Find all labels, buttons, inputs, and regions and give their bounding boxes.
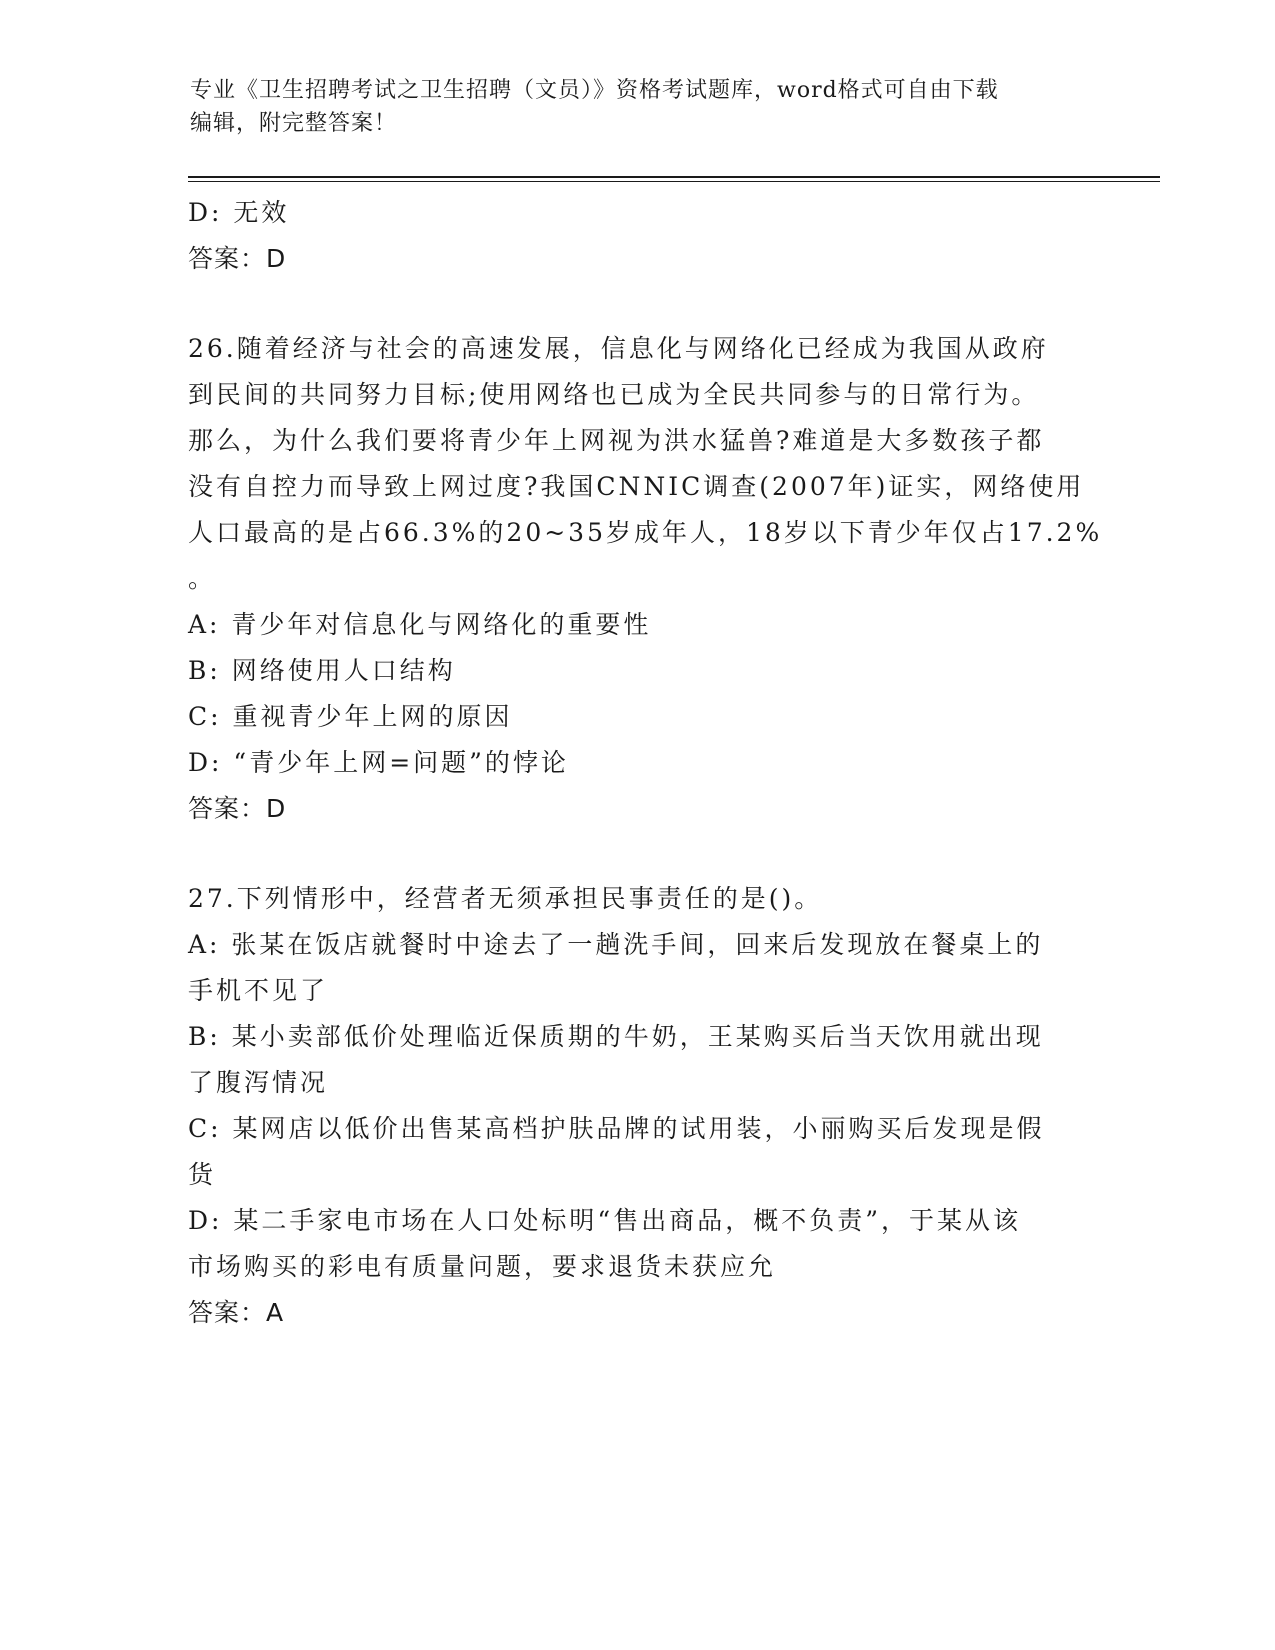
option-c: C: 某网店以低价出售某高档护肤品牌的试用装，小丽购买后发现是假 (188, 1114, 1045, 1143)
option-b: B: 网络使用人口结构 (188, 656, 456, 685)
spacer (188, 282, 1088, 326)
header-divider-thick (188, 176, 1160, 178)
answer-label: 答案：A (188, 1298, 285, 1327)
header-line-2: 编辑，附完整答案！ (190, 111, 398, 136)
option-d: D: 某二手家电市场在人口处标明“售出商品，概不负责”，于某从该 (188, 1206, 1021, 1235)
question-stem-line: 那么，为什么我们要将青少年上网视为洪水猛兽?难道是大多数孩子都 (188, 426, 1045, 455)
option-b-continued: 了腹泻情况 (188, 1068, 329, 1097)
option-a: A: 张某在饭店就餐时中途去了一趟洗手间，回来后发现放在餐桌上的 (188, 930, 1044, 959)
option-b: B: 某小卖部低价处理临近保质期的牛奶，王某购买后当天饮用就出现 (188, 1022, 1044, 1051)
question-stem-line: 没有自控力而导致上网过度?我国CNNIC调查(2007年)证实，网络使用 (188, 472, 1085, 501)
header-divider-thin (188, 181, 1160, 182)
question-stem-line: 27.下列情形中，经营者无须承担民事责任的是()。 (188, 884, 823, 913)
question-stem-line: 26.随着经济与社会的高速发展，信息化与网络化已经成为我国从政府 (188, 334, 1049, 363)
option-a: A: 青少年对信息化与网络化的重要性 (188, 610, 652, 639)
question-stem-line: 到民间的共同努力目标;使用网络也已成为全民共同参与的日常行为。 (188, 380, 1040, 409)
answer-label: 答案：D (188, 244, 287, 273)
option-d-continued: 市场购买的彩电有质量问题，要求退货未获应允 (188, 1252, 777, 1281)
question-stem-line: 。 (188, 564, 217, 593)
question-26 (188, 326, 1103, 832)
header-line-1: 专业《卫生招聘考试之卫生招聘（文员）》资格考试题库，word格式可自由下载 (190, 78, 999, 103)
option-c: C: 重视青少年上网的原因 (188, 702, 513, 731)
option-d: D: “青少年上网=问题”的悖论 (188, 748, 569, 777)
page-header (190, 74, 1090, 140)
option-c-continued: 货 (188, 1160, 217, 1189)
question-stem-line: 人口最高的是占66.3%的20~35岁成年人，18岁以下青少年仅占17.2% (188, 518, 1103, 547)
option-a-continued: 手机不见了 (188, 976, 329, 1005)
previous-question-tail (188, 190, 1088, 282)
question-content (188, 190, 1103, 1336)
question-27 (188, 876, 1088, 1336)
option-d: D: 无效 (188, 198, 290, 227)
answer-label: 答案：D (188, 794, 287, 823)
spacer (188, 832, 1088, 876)
